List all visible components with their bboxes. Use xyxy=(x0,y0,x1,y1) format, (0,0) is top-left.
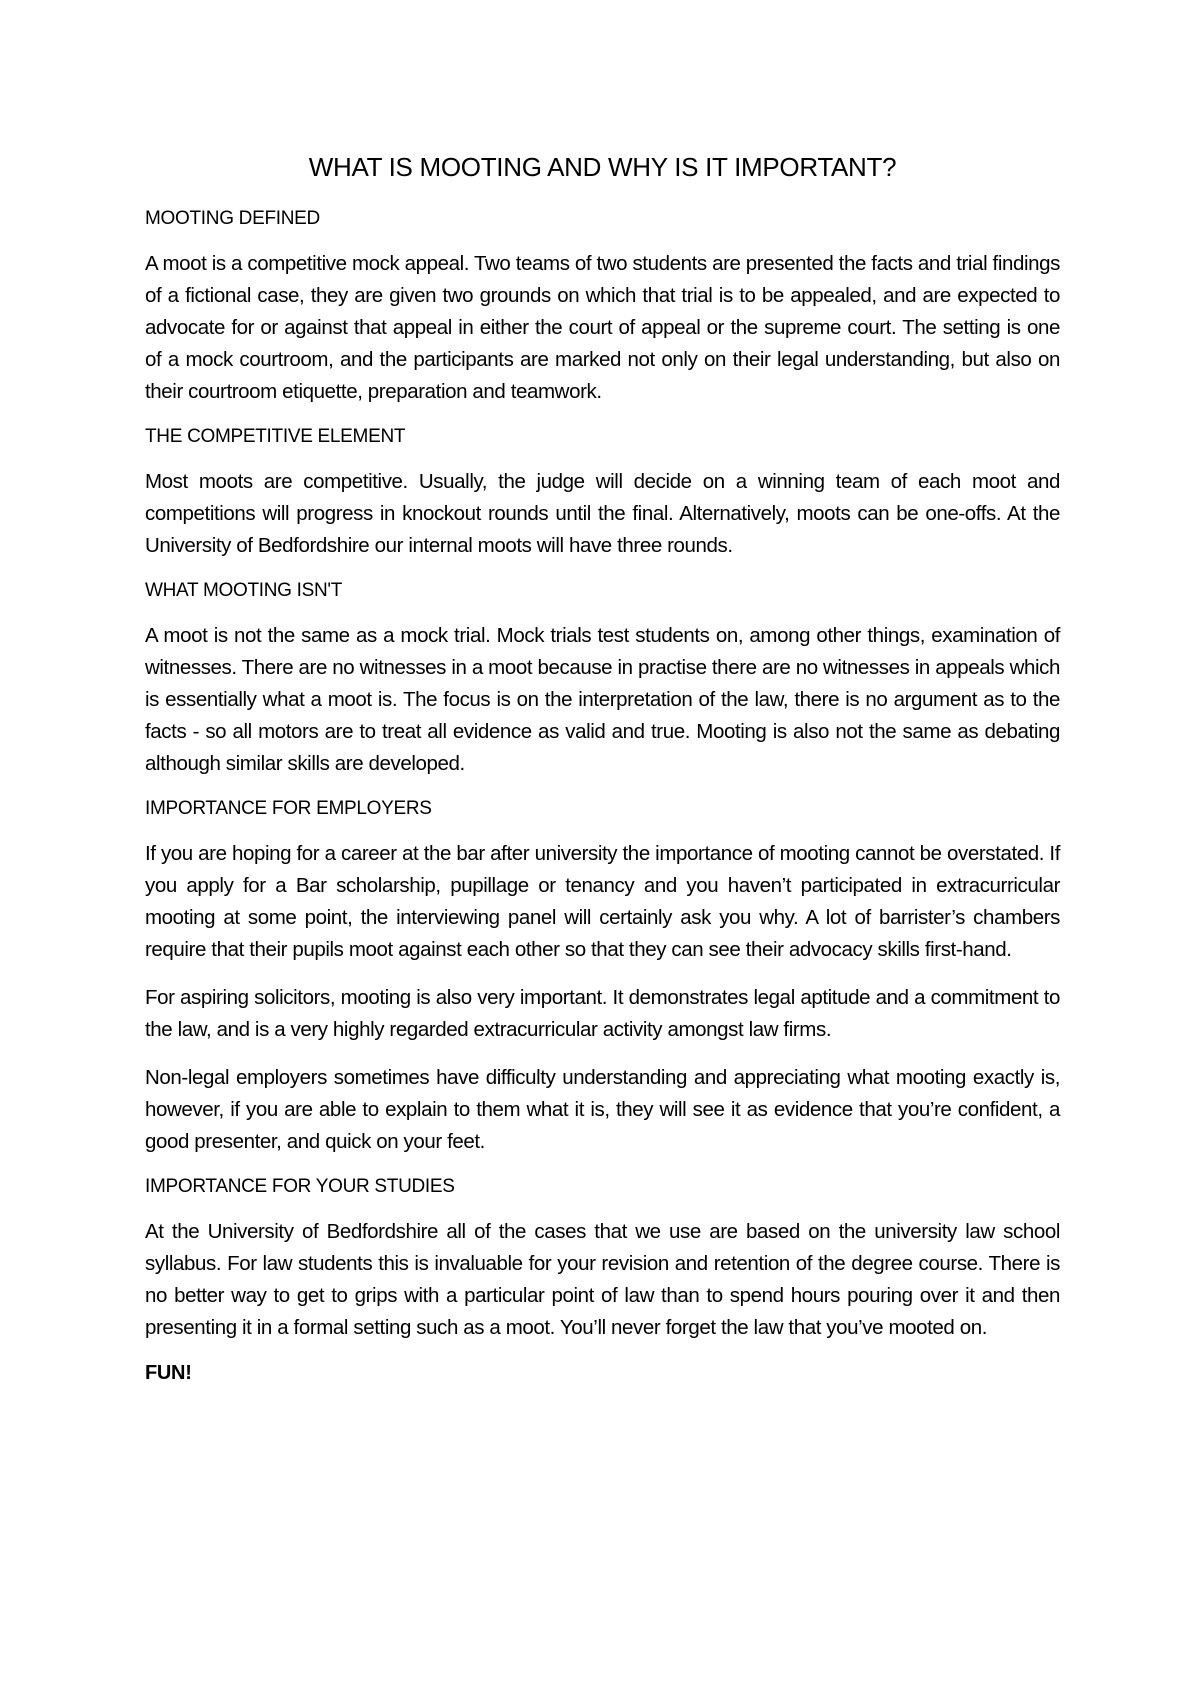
section-mooting-defined xyxy=(145,206,1060,408)
section-heading: WHAT MOOTING ISN'T xyxy=(145,580,343,601)
section-competitive-element xyxy=(145,424,1060,562)
section-heading: FUN! xyxy=(145,1362,192,1384)
section-paragraph: For aspiring solicitors, mooting is also very important. It demonstrates legal aptitude and a commitment to the law, and is a very highly regarded extracurricular activity amongst law firms. xyxy=(145,986,1060,1041)
document-body xyxy=(145,150,1060,1402)
section-paragraph: At the University of Bedfordshire all of the cases that we use are based on the university law school syllabus. For law students this is invaluable for your revision and retention of the degree course. There is no better way to get to grips with a particular point of law than to spend hours pouring over it and then presenting it in a formal setting such as a moot. You’ll never forget the law that you’ve mooted on. xyxy=(145,1220,1060,1339)
section-heading: MOOTING DEFINED xyxy=(145,208,320,229)
document-title: WHAT IS MOOTING AND WHY IS IT IMPORTANT? xyxy=(308,152,897,182)
section-heading: IMPORTANCE FOR YOUR STUDIES xyxy=(145,1176,455,1197)
section-paragraph: Most moots are competitive. Usually, the judge will decide on a winning team of each moot and competitions will progress in knockout rounds until the final. Alternatively, moots can be one-offs. At the University of Bedfordshire our internal moots will have three rounds. xyxy=(145,470,1060,557)
section-paragraph: Non-legal employers sometimes have difficulty understanding and appreciating what mooting exactly is, however, if you are able to explain to them what it is, they will see it as evidence that you’re confident, a good presenter, and quick on your feet. xyxy=(145,1066,1060,1153)
section-paragraph: A moot is not the same as a mock trial. Mock trials test students on, among other things, examination of witnesses. There are no witnesses in a moot because in practise there are no witnesses in appeals which is essentially what a moot is. The focus is on the interpretation of the law, there is no argument as to the facts - so all motors are to treat all evidence as valid and true. Mooting is also not the same as debating although similar skills are developed. xyxy=(145,624,1060,775)
section-importance-employers xyxy=(145,796,1060,1158)
section-paragraph: A moot is a competitive mock appeal. Two teams of two students are presented the facts and trial findings of a fictional case, they are given two grounds on which that trial is to be appealed, and are expected to advocate for or against that appeal in either the court of appeal or the supreme court. The setting is one of a mock courtroom, and the participants are marked not only on their legal understanding, but also on their courtroom etiquette, preparation and teamwork. xyxy=(145,252,1060,403)
section-fun xyxy=(145,1360,1060,1386)
section-paragraph: If you are hoping for a career at the bar after university the importance of mooting cannot be overstated. If you apply for a Bar scholarship, pupillage or tenancy and you haven’t participated in extracurricular mooting at some point, the interviewing panel will certainly ask you why. A lot of barrister’s chambers require that their pupils moot against each other so that they can see their advocacy skills first-hand. xyxy=(145,842,1060,961)
section-heading: IMPORTANCE FOR EMPLOYERS xyxy=(145,798,432,819)
section-what-mooting-isnt xyxy=(145,578,1060,780)
section-importance-studies xyxy=(145,1174,1060,1344)
section-heading: THE COMPETITIVE ELEMENT xyxy=(145,426,406,447)
